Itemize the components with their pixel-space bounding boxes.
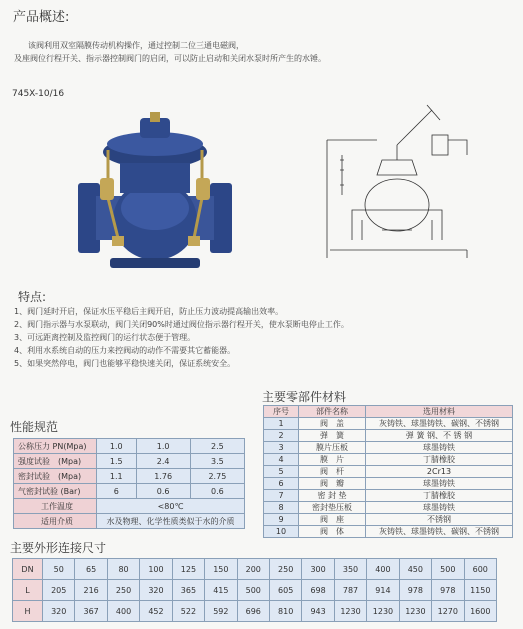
table-cell: 3.5 — [190, 454, 244, 469]
table-cell: 400 — [367, 559, 399, 580]
table-cell: 1270 — [432, 601, 464, 622]
table-cell: 150 — [205, 559, 237, 580]
materials-title: 主要零部件材料 — [262, 390, 347, 404]
valve-drawing — [322, 100, 472, 260]
table-cell: 978 — [432, 580, 464, 601]
table-cell: 914 — [367, 580, 399, 601]
table-cell: 365 — [172, 580, 204, 601]
table-cell: 不锈钢 — [366, 514, 513, 526]
table-cell: 丁腈橡胶 — [366, 490, 513, 502]
table-cell: 适用介质 — [14, 514, 97, 529]
dimensions-table — [12, 558, 497, 622]
table-cell: 400 — [107, 601, 139, 622]
table-cell: 8 — [264, 502, 299, 514]
performance-title: 性能规范 — [10, 420, 59, 434]
table-cell: 阀 盖 — [299, 418, 366, 430]
table-cell: 367 — [75, 601, 107, 622]
table-cell: 阀 座 — [299, 514, 366, 526]
table-cell: 450 — [399, 559, 431, 580]
materials-table — [263, 405, 513, 538]
table-cell: 100 — [140, 559, 172, 580]
column-header: 部件名称 — [299, 406, 366, 418]
table-cell: 320 — [140, 580, 172, 601]
feature-item: 3、可远距离控制及监控阀门的运行状态便于管理。 — [14, 333, 196, 342]
valve-photo — [70, 108, 240, 278]
table-cell: 943 — [302, 601, 334, 622]
table-row — [264, 466, 513, 478]
table-row — [264, 442, 513, 454]
table-row — [14, 499, 245, 514]
table-cell: 2.4 — [136, 454, 190, 469]
table-cell: 2.75 — [190, 469, 244, 484]
table-row — [14, 439, 245, 454]
table-row — [264, 478, 513, 490]
table-cell: 500 — [432, 559, 464, 580]
table-cell: 1230 — [399, 601, 431, 622]
table-cell: 1600 — [464, 601, 497, 622]
table-cell: 7 — [264, 490, 299, 502]
table-cell: 452 — [140, 601, 172, 622]
table-row — [264, 430, 513, 442]
table-row — [264, 514, 513, 526]
table-cell: 600 — [464, 559, 497, 580]
table-cell: 10 — [264, 526, 299, 538]
table-row — [264, 418, 513, 430]
table-cell: 1230 — [367, 601, 399, 622]
table-cell: 9 — [264, 514, 299, 526]
table-cell: 6 — [97, 484, 137, 499]
overview-title: 产品概述: — [13, 10, 70, 25]
table-cell: 弹 簧 钢、不 锈 钢 — [366, 430, 513, 442]
table-row — [13, 601, 497, 622]
table-cell: 592 — [205, 601, 237, 622]
table-cell: 公称压力 PN(Mpa) — [14, 439, 97, 454]
table-cell: 5 — [264, 466, 299, 478]
performance-table — [13, 438, 245, 529]
table-cell: 250 — [269, 559, 301, 580]
table-cell: 弹 簧 — [299, 430, 366, 442]
table-cell: 1150 — [464, 580, 497, 601]
table-cell: 密封试验 (Mpa) — [14, 469, 97, 484]
column-header: 序号 — [264, 406, 299, 418]
model-number: 745X-10/16 — [12, 89, 65, 99]
table-cell: 300 — [302, 559, 334, 580]
table-row — [13, 559, 497, 580]
table-cell: 205 — [43, 580, 75, 601]
feature-item: 1、阀门延时开启，保证水压平稳后主阀开启，防止压力波动提高输出效率。 — [14, 307, 284, 316]
table-cell: 978 — [399, 580, 431, 601]
table-cell: 216 — [75, 580, 107, 601]
table-cell: 球墨铸铁 — [366, 442, 513, 454]
table-row — [264, 490, 513, 502]
table-cell: 80 — [107, 559, 139, 580]
table-cell: 2Cr13 — [366, 466, 513, 478]
table-cell: 丁腈橡胶 — [366, 454, 513, 466]
table-cell: 阀 杆 — [299, 466, 366, 478]
table-row — [264, 502, 513, 514]
table-cell: 阀 瓣 — [299, 478, 366, 490]
table-cell: 320 — [43, 601, 75, 622]
table-cell: 阀 体 — [299, 526, 366, 538]
table-cell: 0.6 — [190, 484, 244, 499]
table-cell: 522 — [172, 601, 204, 622]
table-cell: 0.6 — [136, 484, 190, 499]
table-cell: 200 — [237, 559, 269, 580]
table-cell: 4 — [264, 454, 299, 466]
feature-item: 2、阀门指示器与水泵联动，阀门关闭90%时通过阀位指示器行程开关，使水泵断电停止工作。 — [14, 320, 349, 329]
table-cell: 1.1 — [97, 469, 137, 484]
overview-line-1: 该阀利用双室隔膜传动机构操作，通过控制二位三通电磁阀， — [28, 41, 244, 50]
table-cell: 698 — [302, 580, 334, 601]
table-header-row — [264, 406, 513, 418]
table-cell: 3 — [264, 442, 299, 454]
table-cell: 6 — [264, 478, 299, 490]
table-cell: 350 — [334, 559, 366, 580]
table-cell: 50 — [43, 559, 75, 580]
table-cell: 灰铸铁、球墨铸铁、碳钢、不锈钢 — [366, 526, 513, 538]
table-row — [264, 526, 513, 538]
table-row — [14, 484, 245, 499]
table-row — [13, 580, 497, 601]
table-cell: 1 — [264, 418, 299, 430]
table-cell: 1.0 — [97, 439, 137, 454]
table-cell: 1.5 — [97, 454, 137, 469]
table-cell: 密 封 垫 — [299, 490, 366, 502]
feature-item: 5、如果突然停电，阀门也能够平稳快速关闭，保证系统安全。 — [14, 359, 236, 368]
table-cell: 810 — [269, 601, 301, 622]
table-cell: 球墨铸铁 — [366, 478, 513, 490]
table-row — [14, 469, 245, 484]
feature-item: 4、利用水系统自动的压力来控阀动的动作不需要其它蓄能器。 — [14, 346, 236, 355]
table-cell: 灰铸铁、球墨铸铁、碳钢、不锈钢 — [366, 418, 513, 430]
row-header: L — [13, 580, 43, 601]
table-cell: 65 — [75, 559, 107, 580]
table-cell: 工作温度 — [14, 499, 97, 514]
table-row — [14, 514, 245, 529]
table-cell: 密封垫压板 — [299, 502, 366, 514]
table-cell: 水及物理、化学性质类似于水的介质 — [97, 514, 245, 529]
table-cell: 605 — [269, 580, 301, 601]
row-header: DN — [13, 559, 43, 580]
table-cell: 125 — [172, 559, 204, 580]
table-row — [264, 454, 513, 466]
table-cell: 膜 片 — [299, 454, 366, 466]
table-row — [14, 454, 245, 469]
dimensions-title: 主要外形连接尺寸 — [10, 541, 107, 555]
table-cell: 415 — [205, 580, 237, 601]
table-cell: 气密封试验 (Bar) — [14, 484, 97, 499]
column-header: 选用材料 — [366, 406, 513, 418]
table-cell: 500 — [237, 580, 269, 601]
table-cell: 1230 — [334, 601, 366, 622]
table-cell: 2.5 — [190, 439, 244, 454]
table-cell: 球墨铸铁 — [366, 502, 513, 514]
overview-line-2: 及座阀位行程开关、指示器控制阀门的启闭，可以防止启动和关闭水泵时所产生的水锤。 — [14, 54, 326, 63]
table-cell: 1.0 — [136, 439, 190, 454]
table-cell: 696 — [237, 601, 269, 622]
table-cell: 膜片压板 — [299, 442, 366, 454]
table-cell: 2 — [264, 430, 299, 442]
row-header: H — [13, 601, 43, 622]
table-cell: 强度试验 (Mpa) — [14, 454, 97, 469]
table-cell: 250 — [107, 580, 139, 601]
table-cell: <80℃ — [97, 499, 245, 514]
table-cell: 1.76 — [136, 469, 190, 484]
features-title: 特点: — [18, 290, 47, 304]
table-cell: 787 — [334, 580, 366, 601]
